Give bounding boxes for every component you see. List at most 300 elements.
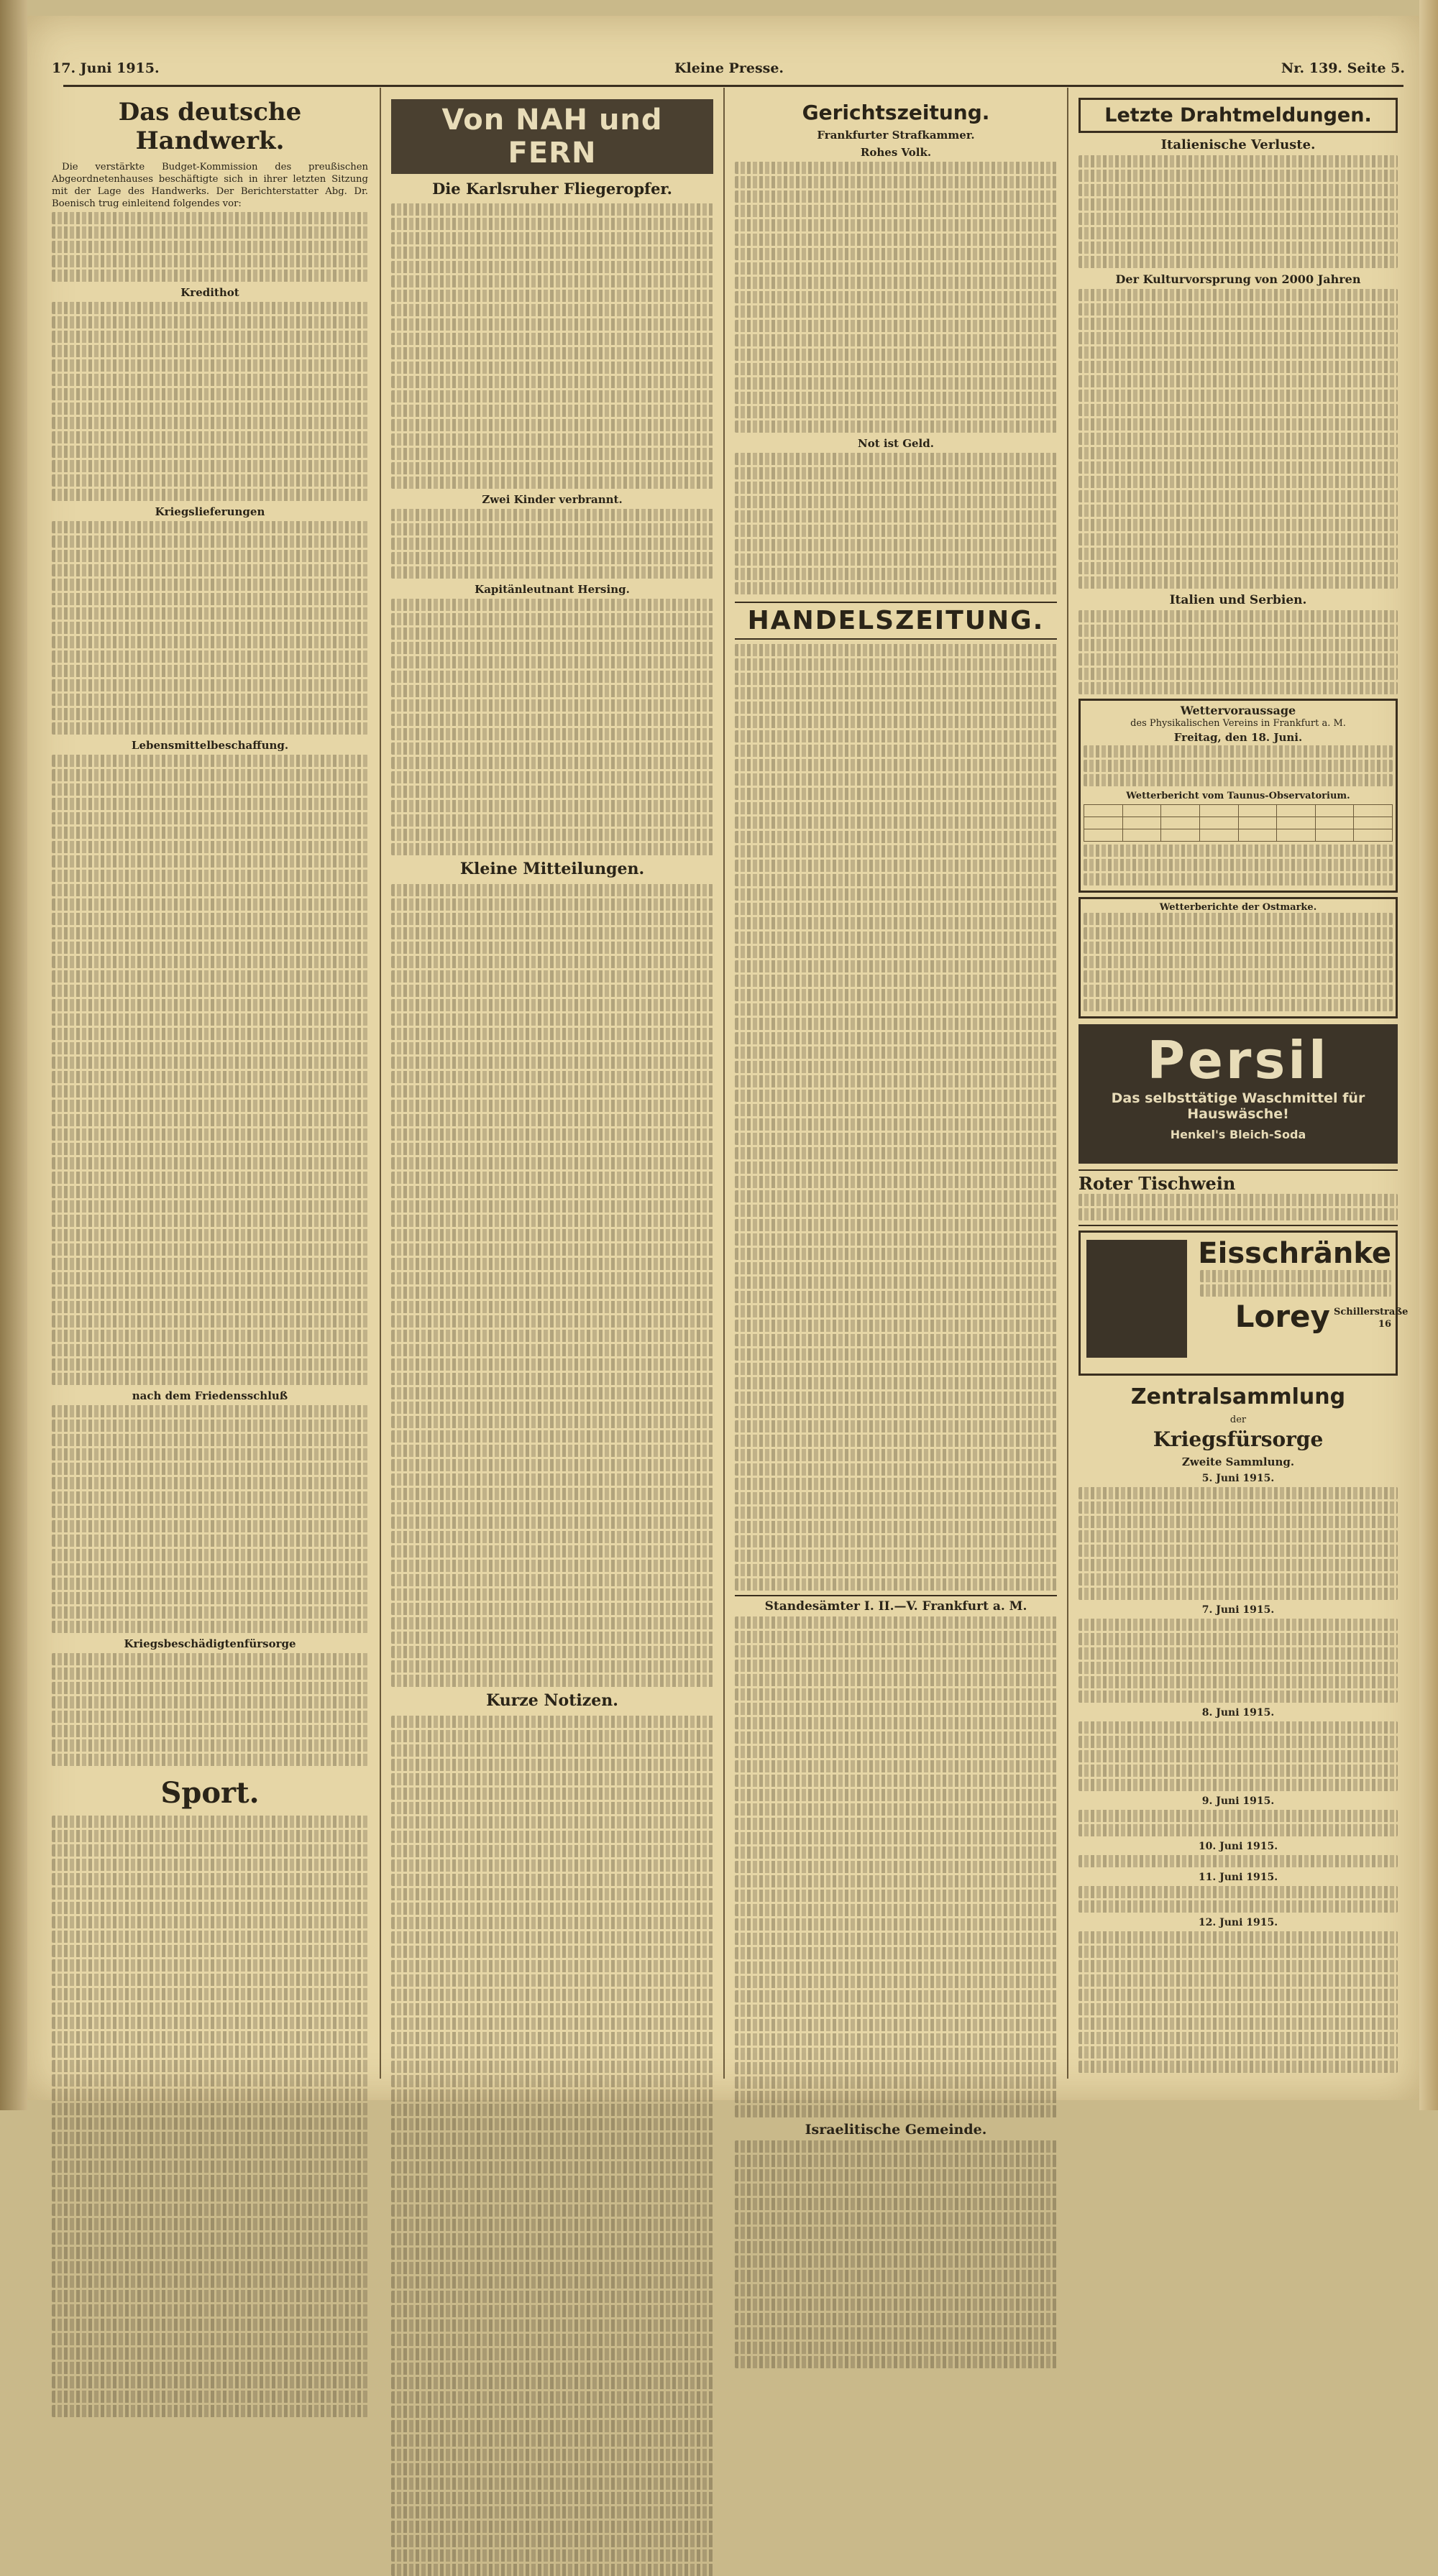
text-line	[391, 333, 713, 345]
text-line	[391, 1859, 713, 1872]
article-title: Italien und Serbien.	[1169, 593, 1307, 607]
ostmark-heading: Wetterberichte der Ostmarke.	[1159, 902, 1317, 913]
text-line	[735, 1334, 1057, 1346]
text-line	[1084, 927, 1393, 939]
column-rule	[380, 88, 381, 2079]
text-line	[735, 1775, 1057, 1787]
page-right-edge	[1419, 0, 1438, 2110]
text-line	[391, 1143, 713, 1155]
text-line	[52, 1592, 368, 1604]
text-line	[735, 1688, 1057, 1701]
text-line	[1078, 1736, 1398, 1748]
text-line	[391, 1946, 713, 1958]
text-line	[1078, 490, 1398, 502]
text-line	[52, 679, 368, 691]
text-line	[52, 755, 368, 767]
text-line	[52, 798, 368, 810]
text-line	[52, 708, 368, 720]
text-line	[1078, 256, 1398, 268]
text-line	[735, 1550, 1057, 1562]
article-title: Die Karlsruher Fliegeropfer.	[432, 180, 672, 198]
issue-date: 17. Juni 1915.	[52, 60, 160, 76]
text-line	[391, 2363, 713, 2375]
text-line	[52, 2232, 368, 2245]
text-line	[52, 1945, 368, 1957]
text-line	[735, 1818, 1057, 1830]
text-line	[52, 255, 368, 267]
text-line	[735, 467, 1057, 479]
text-line	[735, 2048, 1057, 2060]
text-line	[735, 1506, 1057, 1519]
text-line	[391, 290, 713, 302]
section-heading: Frankfurter Strafkammer.	[817, 129, 975, 142]
text-line	[735, 1861, 1057, 1873]
text-line	[391, 1215, 713, 1227]
text-line	[735, 525, 1057, 537]
text-line	[391, 1358, 713, 1371]
text-line	[735, 2327, 1057, 2340]
text-line	[52, 622, 368, 634]
text-line	[391, 1960, 713, 1972]
text-line	[52, 316, 368, 328]
text-line	[52, 402, 368, 415]
text-line	[52, 1358, 368, 1371]
text-line	[391, 1071, 713, 1083]
text-line	[52, 665, 368, 677]
text-line	[735, 305, 1057, 318]
text-line	[735, 1717, 1057, 1729]
text-line	[735, 1104, 1057, 1116]
text-line	[1200, 1284, 1391, 1297]
text-line	[735, 2062, 1057, 2074]
text-line	[735, 2019, 1057, 2031]
text-line	[52, 1902, 368, 1914]
text-line	[52, 1463, 368, 1475]
text-line	[52, 212, 368, 224]
text-line	[52, 1696, 368, 1708]
text-line	[735, 1018, 1057, 1030]
text-line	[391, 2549, 713, 2562]
text-line	[1078, 1810, 1398, 1822]
text-line	[391, 261, 713, 273]
eisschrank-address: Schillerstraße 16	[1334, 1307, 1409, 1330]
text-line	[735, 248, 1057, 260]
text-line	[52, 783, 368, 796]
text-line	[391, 509, 713, 521]
text-line	[735, 831, 1057, 843]
text-line	[52, 345, 368, 357]
text-line	[52, 2132, 368, 2144]
section-heading: Not ist Geld.	[858, 437, 934, 450]
text-line	[1084, 942, 1393, 954]
text-line	[52, 927, 368, 939]
text-line	[391, 2535, 713, 2547]
text-line	[391, 2478, 713, 2490]
text-line	[52, 1988, 368, 2000]
text-line	[52, 1754, 368, 1766]
text-line	[735, 349, 1057, 361]
text-line	[52, 1344, 368, 1356]
text-line	[52, 942, 368, 954]
text-line	[391, 1974, 713, 1987]
text-line	[735, 1631, 1057, 1643]
text-line	[52, 1887, 368, 1900]
text-line	[391, 1545, 713, 1558]
text-line	[52, 2376, 368, 2388]
text-line	[735, 759, 1057, 771]
persil-maker: Henkel's Bleich-Soda	[1170, 1128, 1306, 1141]
text-line	[391, 927, 713, 939]
text-line	[1084, 985, 1393, 997]
column-nah-fern	[391, 93, 713, 2077]
text-line	[735, 1492, 1057, 1504]
text-line	[52, 1071, 368, 1083]
text-line	[391, 247, 713, 259]
text-line	[735, 960, 1057, 972]
text-line	[1078, 332, 1398, 344]
text-line	[391, 376, 713, 388]
text-line	[391, 2449, 713, 2461]
text-line	[391, 2104, 713, 2116]
text-line	[1078, 1647, 1398, 1660]
collection-date: 10. Juni 1915.	[1198, 1841, 1278, 1852]
text-line	[52, 2290, 368, 2302]
article-title: Kurze Notizen.	[486, 1691, 618, 1710]
text-line	[735, 1075, 1057, 1087]
text-line	[1078, 1750, 1398, 1762]
text-line	[735, 1363, 1057, 1375]
text-line	[391, 462, 713, 474]
text-line	[391, 970, 713, 983]
text-line	[391, 2248, 713, 2260]
text-line	[391, 433, 713, 446]
text-line	[391, 1788, 713, 1800]
text-line	[52, 870, 368, 882]
text-line	[52, 1844, 368, 1857]
text-line	[52, 1330, 368, 1342]
column-gericht-handel	[735, 93, 1057, 2138]
text-line	[52, 2261, 368, 2273]
text-line	[735, 1731, 1057, 1744]
text-line	[735, 2091, 1057, 2103]
text-line	[1084, 774, 1393, 786]
text-line	[52, 1013, 368, 1026]
text-line	[735, 2140, 1057, 2153]
text-line	[52, 1448, 368, 1460]
text-line	[735, 658, 1057, 671]
text-line	[735, 190, 1057, 203]
text-line	[735, 644, 1057, 656]
text-line	[391, 1315, 713, 1328]
text-line	[391, 1874, 713, 1886]
section-heading: Rohes Volk.	[860, 146, 932, 159]
text-line	[1078, 668, 1398, 680]
text-line	[52, 1215, 368, 1227]
text-line	[1078, 1208, 1398, 1220]
text-line	[735, 1521, 1057, 1533]
text-line	[391, 2190, 713, 2202]
text-line	[735, 1947, 1057, 1959]
text-line	[1078, 1530, 1398, 1542]
text-line	[735, 1176, 1057, 1188]
text-line	[391, 1114, 713, 1126]
text-line	[735, 262, 1057, 275]
text-line	[1078, 1487, 1398, 1499]
text-line	[1078, 1960, 1398, 1972]
text-line	[735, 1061, 1057, 1073]
text-line	[735, 2212, 1057, 2225]
text-line	[52, 2074, 368, 2087]
text-line	[391, 1402, 713, 1414]
text-line	[391, 1243, 713, 1256]
text-line	[735, 453, 1057, 465]
text-line	[735, 363, 1057, 375]
text-line	[391, 2118, 713, 2130]
text-line	[391, 1172, 713, 1184]
text-line	[391, 2492, 713, 2504]
text-line	[1078, 242, 1398, 254]
text-line	[52, 1916, 368, 1928]
text-line	[391, 1730, 713, 1742]
text-line	[1078, 318, 1398, 330]
text-line	[52, 1085, 368, 1098]
text-line	[52, 446, 368, 458]
text-line	[52, 1272, 368, 1284]
text-line	[391, 2176, 713, 2188]
collection-date: 9. Juni 1915.	[1201, 1795, 1275, 1807]
text-line	[1078, 639, 1398, 651]
text-line	[391, 685, 713, 697]
text-line	[52, 2319, 368, 2331]
text-line	[735, 1449, 1057, 1461]
text-line	[52, 1668, 368, 1680]
text-line	[52, 1830, 368, 1842]
text-line	[391, 1128, 713, 1141]
text-line	[735, 874, 1057, 886]
text-line	[391, 728, 713, 740]
text-line	[52, 884, 368, 896]
text-line	[391, 2334, 713, 2346]
text-line	[391, 203, 713, 216]
text-line	[1078, 1690, 1398, 1703]
text-line	[391, 829, 713, 841]
text-line	[52, 1243, 368, 1256]
text-line	[391, 1603, 713, 1615]
text-line	[1078, 1900, 1398, 1913]
text-line	[52, 1506, 368, 1518]
text-line	[391, 1574, 713, 1586]
weather-source: des Physikalischen Vereins in Frankfurt a. M.	[1130, 718, 1346, 729]
text-line	[391, 814, 713, 827]
text-line	[391, 2032, 713, 2044]
text-line	[735, 1578, 1057, 1591]
zentralsammlung-der: der	[1229, 1414, 1247, 1425]
text-line	[735, 1463, 1057, 1476]
text-line	[52, 1028, 368, 1040]
text-line	[1078, 1194, 1398, 1206]
text-line	[735, 1616, 1057, 1629]
text-line	[52, 1606, 368, 1619]
text-line	[735, 1406, 1057, 1418]
text-line	[1078, 2032, 1398, 2044]
text-line	[52, 2304, 368, 2317]
text-line	[391, 2219, 713, 2231]
text-line	[52, 1535, 368, 1547]
text-line	[391, 448, 713, 460]
text-line	[735, 1262, 1057, 1274]
text-line	[1078, 1545, 1398, 1557]
text-line	[735, 176, 1057, 188]
text-line	[1084, 859, 1393, 871]
text-line	[391, 2406, 713, 2418]
text-line	[391, 1744, 713, 1757]
text-line	[1078, 1559, 1398, 1571]
text-line	[391, 714, 713, 726]
text-line	[1078, 1573, 1398, 1586]
text-line	[52, 2333, 368, 2345]
text-line	[391, 757, 713, 769]
text-line	[52, 1157, 368, 1169]
text-line	[1078, 2061, 1398, 2073]
text-line	[1078, 461, 1398, 474]
text-line	[391, 1258, 713, 1270]
text-line	[391, 2391, 713, 2404]
text-line	[735, 1420, 1057, 1432]
text-line	[391, 2463, 713, 2475]
text-line	[735, 975, 1057, 987]
text-line	[52, 417, 368, 429]
text-line	[52, 985, 368, 997]
text-line	[735, 1846, 1057, 1859]
text-line	[391, 523, 713, 535]
newspaper-page	[27, 16, 1419, 2138]
text-line	[735, 2198, 1057, 2210]
text-line	[735, 291, 1057, 303]
text-line	[391, 2291, 713, 2303]
icebox-image	[1086, 1240, 1187, 1358]
text-line	[52, 1434, 368, 1446]
text-line	[391, 1488, 713, 1500]
text-line	[1200, 1270, 1391, 1282]
text-line	[52, 841, 368, 853]
section-heading: Kriegsbeschädigtenfürsorge	[124, 1637, 296, 1650]
tischwein-title: Roter Tischwein	[1078, 1173, 1236, 1194]
text-line	[52, 898, 368, 911]
text-line	[735, 2299, 1057, 2311]
text-line	[1084, 913, 1393, 925]
text-line	[391, 699, 713, 712]
text-line	[1078, 519, 1398, 531]
section-heading: nach dem Friedensschluß	[132, 1389, 288, 1402]
text-line	[52, 2161, 368, 2173]
text-line	[391, 275, 713, 288]
article-title: Kleine Mitteilungen.	[459, 860, 645, 878]
text-line	[1078, 375, 1398, 387]
text-line	[391, 1344, 713, 1356]
text-line	[52, 1859, 368, 1871]
text-line	[52, 2247, 368, 2259]
text-line	[52, 1172, 368, 1184]
column-rule	[1067, 88, 1068, 2079]
text-line	[735, 420, 1057, 433]
text-line	[391, 1085, 713, 1098]
text-line	[1084, 956, 1393, 968]
text-line	[735, 162, 1057, 174]
text-line	[735, 1535, 1057, 1547]
text-line	[391, 1157, 713, 1169]
text-line	[391, 1330, 713, 1342]
text-line	[391, 1917, 713, 1929]
text-line	[1078, 1931, 1398, 1944]
article-title: Italienische Verluste.	[1160, 137, 1316, 152]
text-line	[52, 2347, 368, 2360]
text-line	[391, 1716, 713, 1728]
text-line	[52, 1315, 368, 1328]
text-line	[391, 1802, 713, 1814]
text-line	[52, 388, 368, 400]
text-line	[735, 1046, 1057, 1059]
text-line	[52, 1057, 368, 1069]
text-line	[391, 1560, 713, 1572]
banner-text: Von NAH und FERN	[441, 104, 663, 170]
section-title: HANDELSZEITUNG.	[735, 602, 1057, 640]
text-line	[391, 1028, 713, 1040]
text-line	[52, 812, 368, 824]
text-line	[52, 1563, 368, 1576]
tischwein-ad	[1078, 1169, 1398, 1226]
text-line	[391, 405, 713, 417]
text-line	[52, 2117, 368, 2130]
text-line	[735, 406, 1057, 418]
persil-logo: Persil	[1147, 1030, 1329, 1090]
text-line	[52, 1549, 368, 1561]
text-line	[391, 1502, 713, 1514]
box-title: Letzte Drahtmeldungen.	[1104, 104, 1372, 126]
text-line	[1078, 576, 1398, 589]
text-line	[735, 1276, 1057, 1289]
text-line	[735, 687, 1057, 699]
text-line	[735, 888, 1057, 901]
text-line	[391, 786, 713, 798]
text-line	[391, 1100, 713, 1112]
text-line	[1078, 361, 1398, 373]
text-line	[391, 2348, 713, 2360]
text-line	[52, 302, 368, 314]
text-line	[1078, 227, 1398, 239]
text-line	[735, 277, 1057, 289]
text-line	[391, 1057, 713, 1069]
text-line	[52, 1711, 368, 1723]
text-line	[1078, 170, 1398, 182]
section-heading: Lebensmittelbeschaffung.	[131, 739, 289, 752]
text-line	[1078, 404, 1398, 416]
text-line	[735, 816, 1057, 829]
text-line	[735, 673, 1057, 685]
text-line	[1078, 184, 1398, 196]
text-line	[735, 2105, 1057, 2117]
text-line	[391, 1473, 713, 1486]
text-line	[52, 1100, 368, 1112]
text-line	[52, 1959, 368, 1972]
column-drahtmeldungen	[1078, 93, 1409, 2077]
page-binding-edge	[0, 0, 27, 2110]
text-line	[391, 362, 713, 374]
ostmark-box	[1078, 897, 1398, 1018]
text-line	[391, 1013, 713, 1026]
text-line	[52, 722, 368, 735]
text-line	[1078, 1779, 1398, 1791]
text-line	[735, 1478, 1057, 1490]
